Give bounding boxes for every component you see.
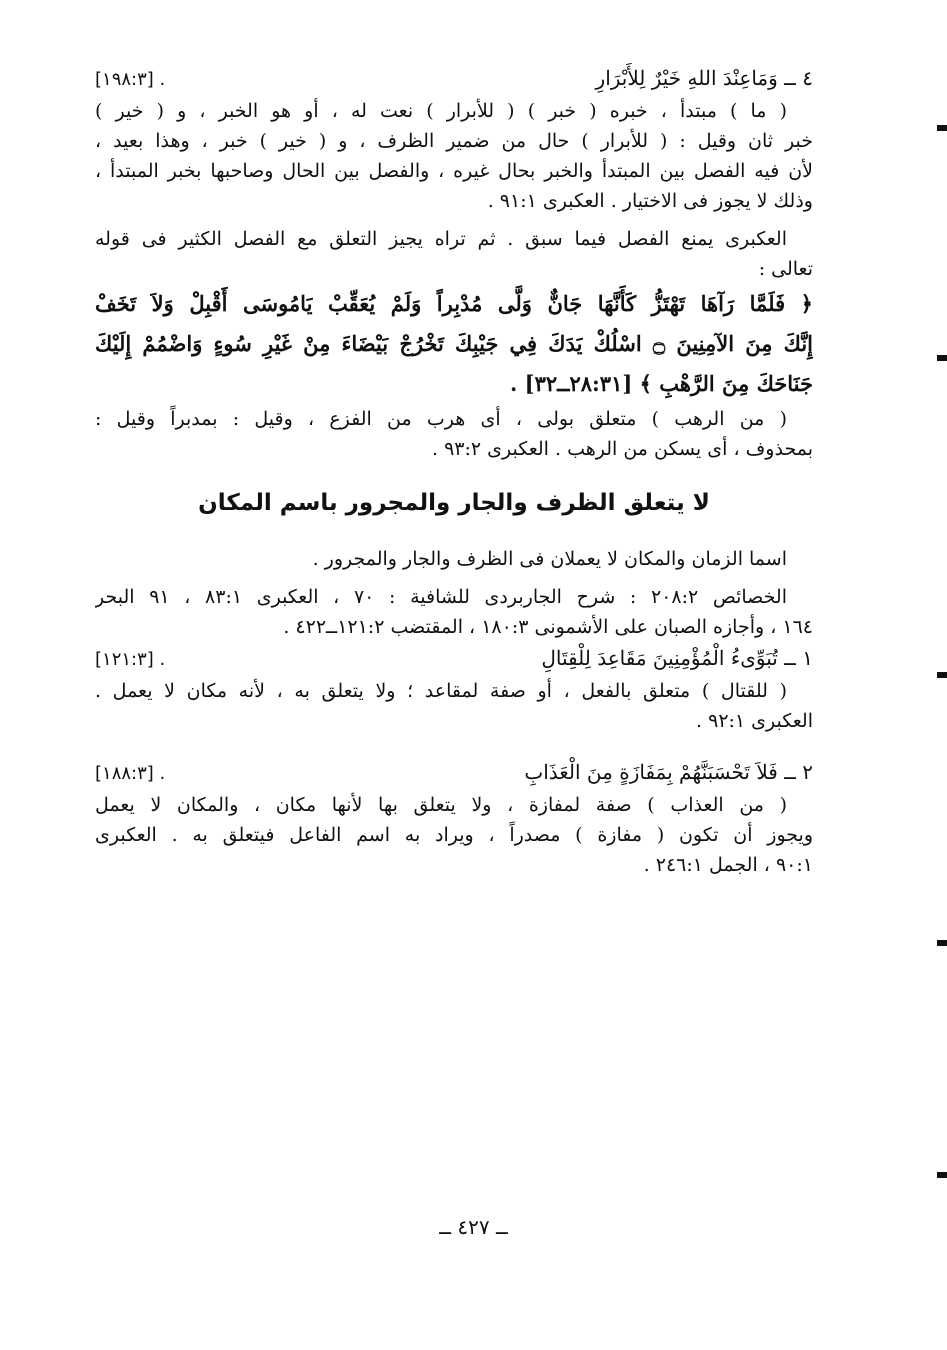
text-line: ( من الرهب ) متعلق بولى ، أى هرب من الفزع ، وقيل : بمدبراً وقيل :: [95, 408, 787, 430]
text-line: ( ما ) مبتدأ ، خبره ( خبر ) ( للأبرار ) نعت له ، أو هو الخبر ، و ( خير ): [95, 100, 787, 122]
text-line: بمحذوف ، أى يسكن من الرهب . العكبرى ٩٣:٢ .: [431, 438, 813, 460]
sources-list: [95, 582, 813, 642]
paragraph-analysis-2: [95, 224, 813, 284]
text-line: لأن فيه الفصل بين المبتدأ والخبر بحال غيره ، والفصل بين الحال وصاحبها بخبر المبتدأ ،: [95, 160, 813, 182]
paragraph-analysis-3: [95, 404, 813, 464]
text-line: الخصائص ٢٠٨:٢ : شرح الجاربردى للشافية : ٧٠ ، العكبرى ٨٣:١ ، ٩١ البحر: [95, 586, 787, 608]
text-line: ( للقتال ) متعلق بالفعل ، أو صفة لمقاعد ؛ ولا يتعلق به ، لأنه مكان لا يعمل .: [95, 680, 787, 702]
text-line: ويجوز أن تكون ( مفازة ) مصدراً ، ويراد به اسم الفاعل فيتعلق به . العكبرى: [95, 824, 813, 846]
scan-mark: [937, 125, 947, 131]
scan-mark: [937, 940, 947, 946]
text-line: تعالى :: [758, 258, 813, 280]
entry-2: [95, 756, 813, 790]
paragraph-analysis-5: [95, 676, 813, 736]
page-body: [95, 62, 813, 880]
quran-line: ﴿ فَلَمَّا رَآهَا تَهْتَزُّ كَأَنَّهَا جَانٌّ وَلَّى مُدْبِراً وَلَمْ يُعَقِّبْ يَامُوسَى أَقْبِلْ وَلاَ تَخَفْ: [95, 291, 813, 316]
quran-line: جَنَاحَكَ مِنَ الرَّهْبِ ﴾ [٢٨:٣١ــ٣٢] .: [510, 371, 813, 396]
verse-reference: [١٩٨:٣] .: [95, 69, 166, 90]
verse-text: ١ ــ تُبَوِّىءُ الْمُؤْمِنِينَ مَقَاعِدَ لِلْقِتَالِ: [541, 646, 813, 670]
text-line: وذلك لا يجوز فى الاختيار . العكبرى ٩١:١ .: [487, 190, 813, 212]
verse-text: ٤ ــ وَمَاعِنْدَ اللهِ خَيْرٌ لِلأَبْرَارِ: [595, 66, 813, 90]
paragraph-analysis-1: [95, 96, 813, 216]
verse-reference: [١٢١:٣] .: [95, 649, 166, 670]
text-line: ١٦٤ ، وأجازه الصبان على الأشمونى ١٨٠:٣ ، المقتضب ١٢١:٢ــ٤٢٢ .: [283, 616, 813, 638]
verse-reference: [١٨٨:٣] .: [95, 763, 166, 784]
paragraph-intro: اسما الزمان والمكان لا يعملان فى الظرف والجار والمجرور .: [312, 548, 787, 570]
text-line: ( من العذاب ) صفة لمفازة ، ولا يتعلق بها لأنها مكان ، والمكان لا يعمل: [95, 794, 787, 816]
entry-1: [95, 642, 813, 676]
text-line: خبر ثان وقيل : ( للأبرار ) حال من ضمير الظرف ، و ( خير ) خبر ، وهذا بعيد ،: [95, 130, 813, 152]
quran-line: إِنَّكَ مِنَ الآمِنِينَ ۝ اسْلُكْ يَدَكَ فِي جَيْبِكَ تَخْرُجْ بَيْضَاءَ مِنْ غَيْرِ سُوءٍ وَاضْمُمْ إِلَيْكَ: [95, 331, 813, 356]
scan-mark: [937, 355, 947, 361]
section-heading: لا يتعلق الظرف والجار والمجرور باسم المكان: [198, 490, 710, 516]
scan-mark: [937, 1172, 947, 1178]
verse-text: ٢ ــ فَلاَ تَحْسَبَنَّهُمْ بِمَفَازَةٍ مِنَ الْعَذَابِ: [524, 760, 813, 784]
text-line: العكبرى يمنع الفصل فيما سبق . ثم تراه يجيز التعلق مع الفصل الكثير فى قوله: [95, 228, 787, 250]
text-line: العكبرى ٩٢:١ .: [696, 710, 813, 732]
page-number: ــ ٤٢٧ ــ: [439, 1215, 508, 1239]
text-line: ٩٠:١ ، الجمل ٢٤٦:١ .: [643, 854, 813, 876]
entry-4: [95, 62, 813, 96]
paragraph-analysis-6: [95, 790, 813, 880]
scan-mark: [937, 672, 947, 678]
quran-quotation: [95, 284, 813, 404]
